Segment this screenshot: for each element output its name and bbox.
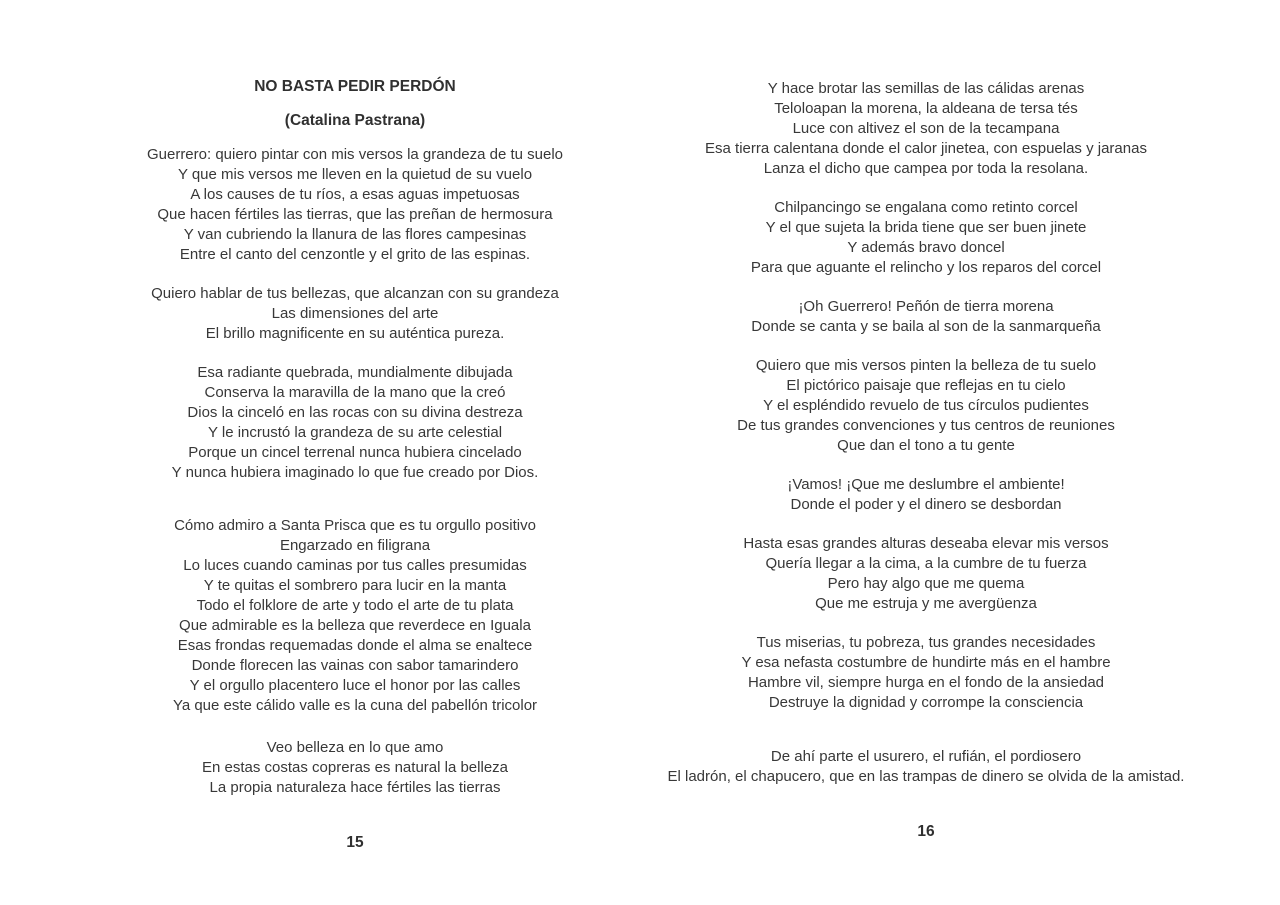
poem-line: Que dan el tono a tu gente (837, 437, 1015, 454)
poem-author: (Catalina Pastrana) (284, 112, 426, 129)
poem-line: Y hace brotar las semillas de las cálidas arenas (767, 80, 1085, 97)
poem-line: Esa radiante quebrada, mundialmente dibujada (197, 364, 513, 381)
poem-line: Teloloapan la morena, la aldeana de tersa tés (774, 100, 1078, 117)
poem-line: Para que aguante el relincho y los reparos del corcel (750, 259, 1102, 276)
stanza (40, 145, 670, 265)
stanza (40, 284, 670, 344)
poem-line: Que hacen fértiles las tierras, que las preñan de hermosura (157, 206, 553, 223)
poem-line: Dios la cinceló en las rocas con su divina destreza (187, 404, 523, 421)
poem-line: Y el espléndido revuelo de tus círculos pudientes (763, 397, 1089, 414)
stanza (640, 297, 1212, 337)
poem-line: Conserva la maravilla de la mano que la creó (204, 384, 506, 401)
poem-line: Esas frondas requemadas donde el alma se enaltece (177, 637, 533, 654)
poem-line: El pictórico paisaje que reflejas en tu cielo (786, 377, 1066, 394)
poem-line: Que me estruja y me avergüenza (815, 595, 1037, 612)
poem-line: En estas costas copreras es natural la belleza (202, 759, 508, 776)
poem-line: Quiero que mis versos pinten la belleza de tu suelo (755, 357, 1097, 374)
stanza (640, 747, 1212, 787)
poem-title: NO BASTA PEDIR PERDÓN (254, 78, 456, 95)
poem-line: Esa tierra calentana donde el calor jinetea, con espuelas y jaranas (705, 140, 1147, 157)
poem-line: Tus miserias, tu pobreza, tus grandes necesidades (756, 634, 1096, 651)
poem-line: Chilpancingo se engalana como retinto corcel (774, 199, 1078, 216)
poem-line: Entre el canto del cenzontle y el grito de las espinas. (179, 246, 531, 263)
poem-line: ¡Oh Guerrero! Peñón de tierra morena (798, 298, 1054, 315)
poem-line: Pero hay algo que me quema (827, 575, 1025, 592)
poem-line: Lanza el dicho que campea por toda la resolana. (763, 160, 1089, 177)
poem-line: Que admirable es la belleza que reverdece en Iguala (179, 617, 531, 634)
poem-line: Todo el folklore de arte y todo el arte de tu plata (196, 597, 514, 614)
stanza (640, 198, 1212, 278)
poem-line: Y nunca hubiera imaginado lo que fue creado por Dios. (171, 464, 539, 481)
stanza (640, 79, 1212, 179)
poem-line: Y van cubriendo la llanura de las flores campesinas (183, 226, 527, 243)
poem-line: El ladrón, el chapucero, que en las trampas de dinero se olvida de la amistad. (667, 768, 1185, 785)
poem-line: De tus grandes convenciones y tus centros de reuniones (737, 417, 1115, 434)
poem-line: Y el orgullo placentero luce el honor por las calles (189, 677, 521, 694)
poem-line: Luce con altivez el son de la tecampana (792, 120, 1060, 137)
poem-body-left (40, 145, 670, 798)
poem-line: A los causes de tu ríos, a esas aguas impetuosas (190, 186, 520, 203)
poem-line: Y el que sujeta la brida tiene que ser buen jinete (765, 219, 1087, 236)
poem-line: De ahí parte el usurero, el rufián, el pordiosero (770, 748, 1082, 765)
poem-line: Y que mis versos me lleven en la quietud de su vuelo (177, 166, 533, 183)
poem-line: El brillo magnificente en su auténtica pureza. (205, 325, 505, 342)
poem-line: Guerrero: quiero pintar con mis versos la grandeza de tu suelo (146, 146, 564, 163)
stanza (640, 356, 1212, 456)
stanza (640, 633, 1212, 713)
poem-line: Ya que este cálido valle es la cuna del pabellón tricolor (172, 697, 538, 714)
page-number-left: 15 (346, 834, 364, 851)
poem-line: Cómo admiro a Santa Prisca que es tu orgullo positivo (174, 517, 536, 534)
poem-line: Hambre vil, siempre hurga en el fondo de la ansiedad (747, 674, 1105, 691)
poem-line: La propia naturaleza hace fértiles las tierras (209, 779, 501, 796)
poem-line: Quería llegar a la cima, a la cumbre de tu fuerza (765, 555, 1087, 572)
poem-line: Quiero hablar de tus bellezas, que alcanzan con su grandeza (151, 285, 559, 302)
page-16 (640, 79, 1212, 787)
poem-line: Y le incrustó la grandeza de su arte celestial (207, 424, 503, 441)
poem-line: Donde se canta y se baila al son de la sanmarqueña (751, 318, 1101, 335)
stanza (40, 363, 670, 483)
poem-line: Destruye la dignidad y corrompe la consciencia (768, 694, 1084, 711)
poem-line: Donde el poder y el dinero se desbordan (790, 496, 1062, 513)
poem-line: ¡Vamos! ¡Que me deslumbre el ambiente! (787, 476, 1065, 493)
poem-line: Porque un cincel terrenal nunca hubiera cincelado (188, 444, 522, 461)
poem-line: Donde florecen las vainas con sabor tamarindero (191, 657, 519, 674)
stanza (40, 738, 670, 798)
poem-line: Y esa nefasta costumbre de hundirte más en el hambre (741, 654, 1111, 671)
poem-line: Las dimensiones del arte (271, 305, 439, 322)
poem-line: Veo belleza en lo que amo (266, 739, 444, 756)
page-15 (40, 77, 670, 798)
poem-line: Lo luces cuando caminas por tus calles presumidas (183, 557, 527, 574)
poem-line: Hasta esas grandes alturas deseaba elevar mis versos (743, 535, 1109, 552)
poem-line: Engarzado en filigrana (279, 537, 431, 554)
stanza (640, 475, 1212, 515)
poem-line: Y te quitas el sombrero para lucir en la manta (203, 577, 507, 594)
stanza (40, 516, 670, 716)
poem-body-right (640, 79, 1212, 787)
page-number-right: 16 (917, 823, 935, 840)
poem-line: Y además bravo doncel (847, 239, 1005, 256)
stanza (640, 534, 1212, 614)
